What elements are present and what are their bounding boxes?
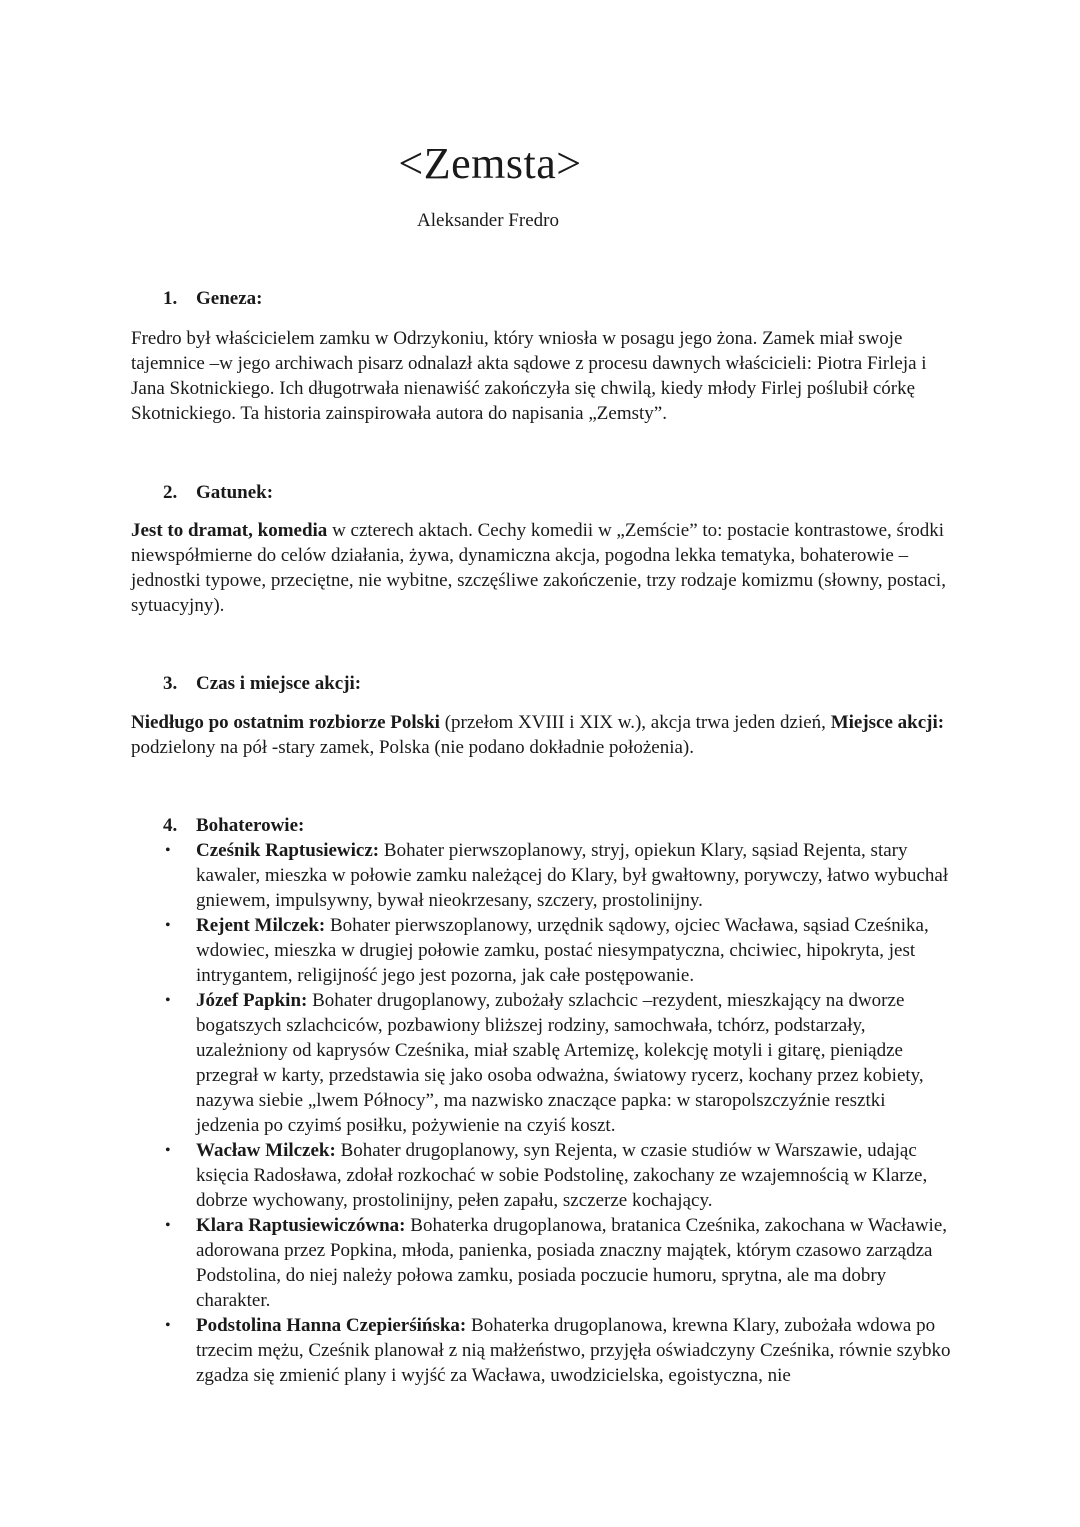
section-text: (przełom XVIII i XIX w.), akcja trwa jeden dzień, bbox=[439, 712, 831, 733]
section-title: Bohaterowie: bbox=[196, 815, 305, 836]
bullet-icon: • bbox=[165, 992, 171, 1009]
section-number: 4. bbox=[163, 815, 178, 836]
bold-lead: Jest to dramat, komedia bbox=[131, 520, 328, 541]
section-number: 3. bbox=[163, 673, 178, 694]
section-heading-geneza bbox=[163, 286, 262, 312]
character-list bbox=[131, 838, 951, 1388]
character-name: Klara Raptusiewiczówna: bbox=[196, 1215, 406, 1236]
character-desc: Bohater pierwszoplanowy, stryj, opiekun Klary, sąsiad Rejenta, stary kawaler, mieszka w połowie zamku należącej do Klary, był gwałtowny, porywczy, łatwo wybuchał gniewem, impulsywny, bywał nieokrzesany, szczery, prostolinijny. bbox=[196, 840, 949, 911]
character-name: Rejent Milczek: bbox=[196, 915, 326, 936]
character-item bbox=[131, 1213, 951, 1313]
section-heading-czas-miejsce bbox=[163, 671, 361, 697]
section-text-end: podzielony na pół -stary zamek, Polska (nie podano dokładnie położenia). bbox=[131, 737, 694, 758]
character-desc: Bohaterka drugoplanowa, krewna Klary, zubożała wdowa po trzecim mężu, Cześnik planował z nią małżeństwo, przyjęła oświadczyny Cześnika, równie szybko zgadza się zmienić plany i wyjść za Wacława, uwodzicielska, egoistyczna, nie bbox=[196, 1315, 951, 1386]
bullet-icon: • bbox=[165, 1317, 171, 1334]
character-name: Wacław Milczek: bbox=[196, 1140, 336, 1161]
section-title: Geneza: bbox=[196, 288, 263, 309]
section-heading-bohaterowie bbox=[163, 813, 304, 839]
section-text-geneza: Fredro był właścicielem zamku w Odrzykoniu, który wniosła w posagu jego żona. Zamek miał swoje tajemnice –w jego archiwach pisarz odnalazł akta sądowe z procesu dawnych właścicieli: Piotra Firleja i Jana Skotnickiego. Ich długotrwała nienawiść zakończyła się chwilą, kiedy młody Firlej poślubił córkę Skotnickiego. Ta historia zainspirowała autora do napisania „Zemsty”. bbox=[131, 328, 927, 424]
character-desc: Bohater pierwszoplanowy, urzędnik sądowy, ojciec Wacława, sąsiad Cześnika, wdowiec, mieszka w drugiej połowie zamku, postać niesympatyczna, chciwiec, hipokryta, jest intrygantem, religijność jego jest pozorna, jak całe postępowanie. bbox=[196, 915, 929, 986]
character-item bbox=[131, 1138, 951, 1213]
character-name: Józef Papkin: bbox=[196, 990, 308, 1011]
bullet-icon: • bbox=[165, 917, 171, 934]
character-name: Podstolina Hanna Czepierśińska: bbox=[196, 1315, 467, 1336]
character-item bbox=[131, 838, 951, 913]
section-number: 2. bbox=[163, 482, 178, 503]
section-title: Gatunek: bbox=[196, 482, 274, 503]
bullet-icon: • bbox=[165, 1142, 171, 1159]
document-title: <Zemsta> bbox=[398, 139, 582, 188]
document-author: Aleksander Fredro bbox=[417, 210, 559, 231]
character-desc: Bohater drugoplanowy, syn Rejenta, w czasie studiów w Warszawie, udając księcia Radosława, zdołał rozkochać w sobie Podstolinę, zakochany ze wzajemnością w Klarze, dobrze wychowany, prostolinijny, pełen zapału, szczerze kochający. bbox=[196, 1140, 928, 1211]
section-number: 1. bbox=[163, 288, 178, 309]
character-item bbox=[131, 913, 951, 988]
section-text-gatunek bbox=[131, 518, 951, 618]
section-text-czas-miejsce bbox=[131, 710, 951, 760]
section-heading-gatunek bbox=[163, 480, 273, 506]
character-desc: Bohaterka drugoplanowa, bratanica Cześnika, zakochana w Wacławie, adorowana przez Popkina, młoda, panienka, posiada znaczny majątek, którym czasowo zarządza Podstolina, do niej należy połowa zamku, posiada poczucie humoru, sprytna, ale ma dobry charakter. bbox=[196, 1215, 948, 1311]
section-title: Czas i miejsce akcji: bbox=[196, 673, 362, 694]
bold-mid: Miejsce akcji: bbox=[830, 712, 945, 733]
section-text: w czterech aktach. Cechy komedii w „Zemście” to: postacie kontrastowe, środki niewspółmierne do celów działania, żywa, dynamiczna akcja, pogodna lekka tematyka, bohaterowie –jednostki typowe, przeciętne, nie wybitne, szczęśliwe zakończenie, trzy rodzaje komizmu (słowny, postaci, sytuacyjny). bbox=[131, 520, 946, 616]
character-desc: Bohater drugoplanowy, zubożały szlachcic –rezydent, mieszkający na dworze bogatszych szlachciców, pozbawiony bliższej rodziny, samochwała, tchórz, podstarzały, uzależniony od kaprysów Cześnika, miał szablę Artemizę, kolekcję motyli i gitarę, pieniądze przegrał w karty, przedstawia się jako osoba odważna, światowy rycerz, kochany przez kobiety, nazywa siebie „lwem Północy”, ma nazwisko znaczące papka: w staropolszczyźnie resztki jedzenia po czyimś posiłku, pożywienie na czyiś koszt. bbox=[196, 990, 924, 1136]
bullet-icon: • bbox=[165, 842, 171, 859]
character-item bbox=[131, 1313, 951, 1388]
character-item bbox=[131, 988, 951, 1138]
bold-lead: Niedługo po ostatnim rozbiorze Polski bbox=[131, 712, 440, 733]
character-name: Cześnik Raptusiewicz: bbox=[196, 840, 380, 861]
bullet-icon: • bbox=[165, 1217, 171, 1234]
